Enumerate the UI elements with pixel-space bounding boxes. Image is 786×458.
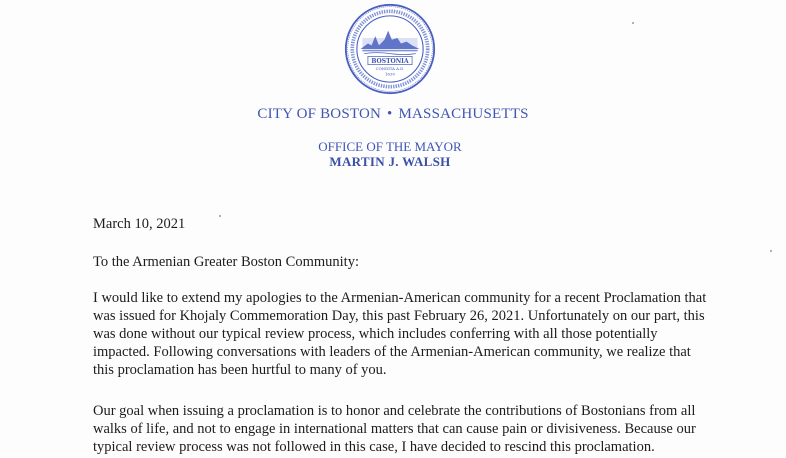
office-title: OFFICE OF THE MAYOR: [318, 139, 462, 154]
paragraph-line: walks of life, and not to engage in international matters that can cause pain or divisiveness. Because our: [93, 421, 696, 437]
paragraph-line: was issued for Khojaly Commemoration Day, this past February 26, 2021. Unfortunately on our part, this: [93, 308, 705, 324]
city-name: CITY OF BOSTON: [257, 106, 382, 122]
paragraph-2: [93, 402, 733, 456]
scan-speck: [770, 250, 772, 252]
letterhead-separator: •: [387, 106, 393, 122]
letterhead-city-state: [0, 106, 786, 123]
letter-date: March 10, 2021: [93, 216, 186, 232]
paragraph-line: was done without our typical review process, which includes conferring with all those potentially: [93, 326, 658, 342]
state-name: MASSACHUSETTS: [398, 106, 529, 122]
paragraph-line: I would like to extend my apologies to the Armenian-American community for a recent Proclamation that: [93, 290, 707, 306]
city-seal-icon: [344, 3, 436, 95]
paragraph-1: [93, 289, 733, 379]
paragraph-line: typical review process was not followed in this case, I have decided to rescind this proclamation.: [93, 439, 655, 455]
letter-salutation: To the Armenian Greater Boston Community:: [93, 254, 359, 270]
paragraph-line: impacted. Following conversations with leaders of the Armenian-American community, we realize that: [93, 344, 691, 360]
paragraph-line: Our goal when issuing a proclamation is to honor and celebrate the contributions of Bostonians from all: [93, 403, 696, 419]
scan-speck: [632, 22, 634, 24]
paragraph-line: this proclamation has been hurtful to many of you.: [93, 362, 387, 378]
mayor-name: MARTIN J. WALSH: [329, 154, 451, 169]
svg-text:CONDITA A.D.: CONDITA A.D.: [375, 66, 405, 72]
svg-text:1630: 1630: [385, 71, 395, 77]
svg-text:BOSTONIA: BOSTONIA: [371, 57, 409, 65]
scan-speck: [219, 215, 221, 217]
